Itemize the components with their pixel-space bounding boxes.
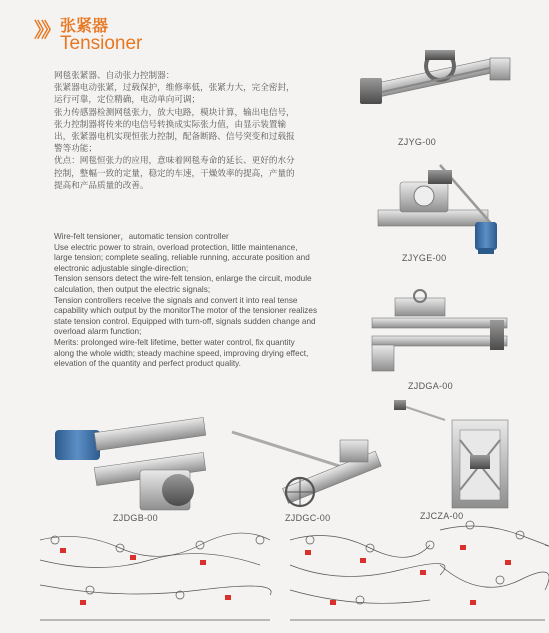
text-line: state tension control. Equipped with turn-off, signals sudden change and <box>54 316 316 326</box>
text-line: Wire-felt tensioner，automatic tension controller <box>54 232 229 241</box>
zjyge-tensioner-image <box>378 165 497 254</box>
model-label-zjyg: ZJYG-00 <box>398 137 437 147</box>
text-line: 张紧器电动张紧，过载保护，维修率低，张紧力大，完全密封， <box>54 83 295 94</box>
text-line: Use electric power to strain, overload protection, little maintenance, <box>54 242 298 252</box>
zjdgc-tensioner-image <box>232 432 381 506</box>
text-line: overload alarm function; <box>54 327 142 337</box>
zjdgb-tensioner-image <box>55 417 206 510</box>
text-line: Tension sensors detect the wire-felt tension, enlarge the circuit, module <box>54 274 312 284</box>
text-line: 提高和产品质量的改善。 <box>54 180 149 191</box>
text-line: Merits: prolonged wire-felt lifetime, better water control, fix quantity <box>54 337 295 347</box>
model-label-zjdgc: ZJDGC-00 <box>285 513 331 523</box>
text-line: capability which output by the monitorThe motor of the tensioner realizes <box>54 306 318 316</box>
text-line: electronic adjustable single-direction; <box>54 263 189 273</box>
page-title-en: Tensioner <box>60 33 143 54</box>
text-line: Tension controllers receive the signals and convert it into real tense <box>54 295 298 305</box>
diagram-tensioner-markers <box>60 545 511 605</box>
text-line: 出，张紧器电机实现恒张力控制，配备断路、信号突变和过载报 <box>54 132 295 143</box>
text-line: 运行可靠，定位精确，电动单向可调； <box>54 95 201 106</box>
model-label-zjdga: ZJDGA-00 <box>408 381 453 391</box>
text-line: 张力传感器检测网毯张力，放大电路，模块计算，输出电信号， <box>54 107 295 118</box>
page-title-cn: 张紧器 <box>60 16 109 35</box>
text-line: 优点：网毯恒张力的应用，意味着网毯寿命的延长、更好的水分 <box>54 156 295 167</box>
model-label-zjdgb: ZJDGB-00 <box>113 513 158 523</box>
text-line: large tension; complete sealing, reliable running, accurate position and <box>54 253 310 263</box>
zjcza-tensioner-image <box>394 400 508 508</box>
text-line: 警等功能； <box>54 144 97 155</box>
chevron-icon: 》》 <box>34 20 58 42</box>
model-label-zjcza: ZJCZA-00 <box>420 511 464 521</box>
text-line: along the whole width; steady machine speed, improving drying effect, <box>54 348 309 358</box>
text-line: 张力控制器将传来的电信号转换成实际张力值，由显示装置输 <box>54 119 287 130</box>
text-line: 控制，整幅一致的定量，稳定的车速，干燥效率的提高，产量的 <box>54 168 295 179</box>
text-line: calculation, then output the electric signals; <box>54 284 211 294</box>
zjyg-tensioner-image <box>360 50 510 104</box>
model-label-zjyge: ZJYGE-00 <box>402 253 447 263</box>
text-line: 网毯张紧器、自动张力控制器： <box>54 71 175 81</box>
text-line: elevation of the quantity and perfect product quality. <box>54 359 241 369</box>
zjdga-tensioner-image <box>372 290 507 371</box>
process-diagram <box>40 521 549 620</box>
